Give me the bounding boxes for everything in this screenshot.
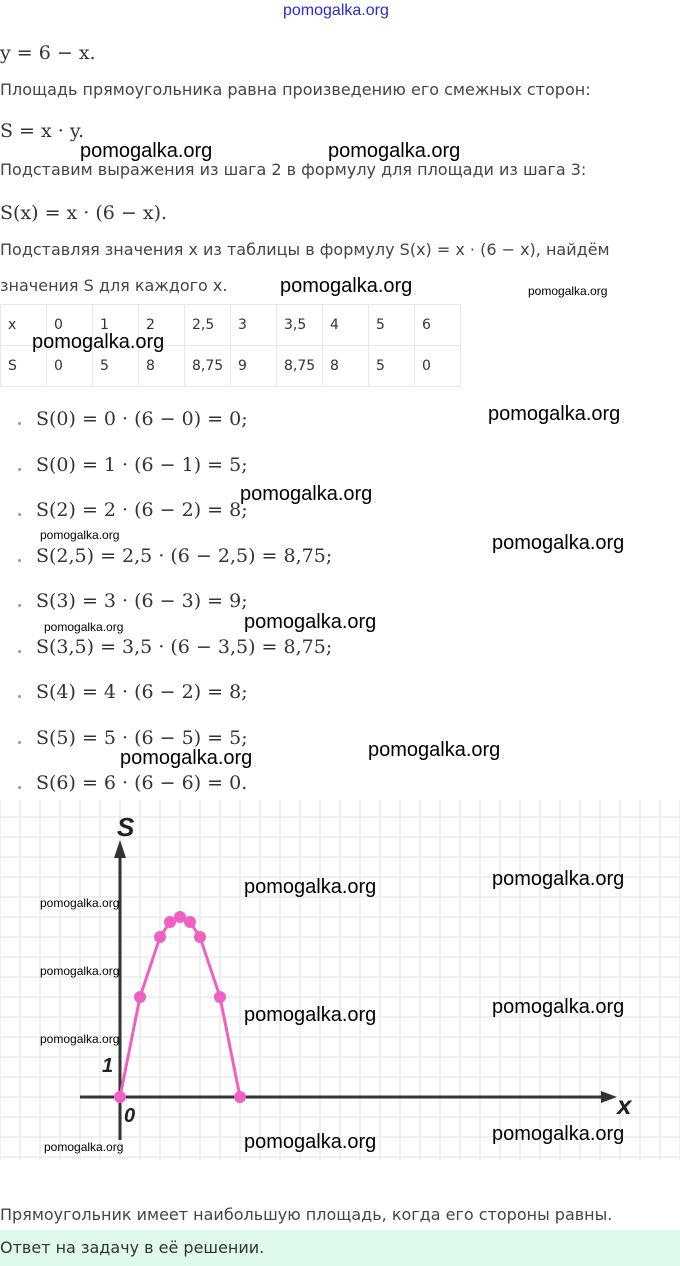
values-text-2: значения S для каждого x. [0, 276, 228, 295]
watermark: pomogalka.org [244, 1131, 377, 1153]
watermark: pomogalka.org [328, 140, 461, 162]
table-cell: 8,75 [277, 346, 323, 387]
watermark: pomogalka.org [40, 1032, 120, 1046]
table-cell: 3,5 [277, 305, 323, 346]
table-cell: x [1, 305, 47, 346]
calculation-item: S(3) = 3 · (6 − 3) = 9; [36, 590, 248, 612]
watermark: pomogalka.org [492, 868, 625, 890]
bullet-icon [18, 786, 21, 789]
table-cell: 3 [231, 305, 277, 346]
table-cell: 2,5 [185, 305, 231, 346]
data-point [114, 1091, 126, 1103]
x-axis-label: x [617, 1090, 632, 1120]
calculation-item: S(2) = 2 · (6 − 2) = 8; [36, 499, 248, 521]
site-watermark-top: pomogalka.org [283, 2, 389, 19]
conclusion-text: Прямоугольник имеет наибольшую площадь, когда его стороны равны. [0, 1205, 613, 1224]
calculation-item: S(0) = 0 · (6 − 0) = 0; [36, 408, 248, 430]
data-point [134, 991, 146, 1003]
watermark: pomogalka.org [32, 331, 165, 353]
watermark: pomogalka.org [240, 483, 373, 505]
watermark: pomogalka.org [492, 532, 625, 554]
table-cell: 6 [415, 305, 461, 346]
watermark: pomogalka.org [280, 275, 413, 297]
calculation-item: S(6) = 6 · (6 − 6) = 0. [36, 772, 248, 794]
data-point [214, 991, 226, 1003]
watermark: pomogalka.org [40, 528, 120, 542]
answer-box [0, 1230, 680, 1266]
table-cell: 0 [47, 305, 93, 346]
watermark: pomogalka.org [40, 896, 120, 910]
substitute-text: Подставим выражения из шага 2 в формулу для площади из шага 3: [0, 160, 587, 179]
calculation-item: S(0) = 1 · (6 − 1) = 5; [36, 453, 248, 476]
watermark: pomogalka.org [528, 284, 608, 298]
table-cell: 5 [93, 346, 139, 387]
table-cell: 5 [369, 305, 415, 346]
watermark: pomogalka.org [40, 964, 120, 978]
y-axis-arrow-icon [114, 840, 126, 858]
bullet-icon [18, 741, 21, 744]
x-axis-arrow-icon [601, 1091, 617, 1103]
watermark: pomogalka.org [492, 996, 625, 1018]
watermark: pomogalka.org [244, 876, 377, 898]
y-axis-label: S [117, 812, 135, 842]
graph-svg [0, 800, 680, 1160]
table-cell: 2 [139, 305, 185, 346]
bullet-icon [18, 559, 21, 562]
table-cell: S [1, 346, 47, 387]
watermark: pomogalka.org [244, 611, 377, 633]
calculation-item: S(4) = 4 · (6 − 2) = 8; [36, 681, 248, 703]
watermark: pomogalka.org [44, 1140, 124, 1154]
calculation-item: S(2,5) = 2,5 · (6 − 2,5) = 8,75; [36, 544, 333, 567]
calculation-item: S(3,5) = 3,5 · (6 − 3,5) = 8,75; [36, 635, 333, 658]
values-text-1: Подставляя значения x из таблицы в формулу S(x) = x · (6 − x), найдём [0, 240, 610, 259]
table-cell: 4 [323, 305, 369, 346]
table-cell: 0 [415, 346, 461, 387]
origin-label: 0 [124, 1105, 136, 1127]
equation-sx: S(x) = x · (6 − x). [0, 202, 168, 224]
watermark: pomogalka.org [488, 403, 621, 425]
area-text: Площадь прямоугольника равна произведению его смежных сторон: [0, 80, 591, 99]
graph [0, 800, 680, 1160]
watermark: pomogalka.org [244, 1004, 377, 1026]
table-cell: 1 [93, 305, 139, 346]
table-cell: 8,75 [185, 346, 231, 387]
y-tick-label: 1 [102, 1055, 114, 1077]
data-point [234, 1091, 246, 1103]
bullet-icon [18, 422, 21, 425]
bullet-icon [18, 695, 21, 698]
table-cell: 0 [47, 346, 93, 387]
equation-s: S = x · y. [0, 120, 85, 142]
table-cell: 8 [139, 346, 185, 387]
table-cell: 8 [323, 346, 369, 387]
watermark: pomogalka.org [120, 747, 253, 769]
watermark: pomogalka.org [44, 620, 124, 634]
watermark: pomogalka.org [80, 140, 213, 162]
table-cell: 9 [231, 346, 277, 387]
bullet-icon [18, 604, 21, 607]
equation-y: y = 6 − x. [0, 42, 96, 64]
table-cell: 5 [369, 346, 415, 387]
data-point [154, 931, 166, 943]
bullet-icon [18, 650, 21, 653]
watermark: pomogalka.org [492, 1123, 625, 1145]
bullet-icon [18, 513, 21, 516]
data-point [194, 931, 206, 943]
data-point [184, 916, 196, 928]
watermark: pomogalka.org [368, 739, 501, 761]
bullet-icon [18, 468, 21, 471]
calculation-item: S(5) = 5 · (6 − 5) = 5; [36, 726, 248, 749]
answer-text: Ответ на задачу в её решении. [0, 1238, 265, 1257]
